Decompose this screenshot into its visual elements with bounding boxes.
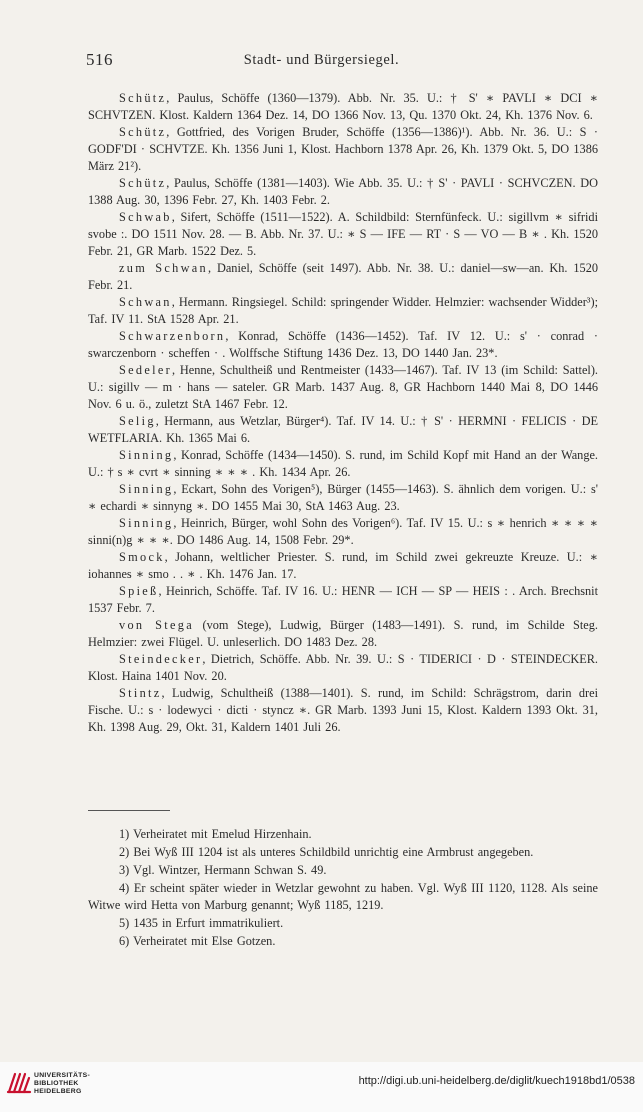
- entry-name: Stintz: [119, 686, 162, 700]
- library-name: [34, 1072, 90, 1096]
- entry-name: Sinning: [119, 516, 174, 530]
- entry: [88, 481, 598, 515]
- entry-text: , Paulus, Schöffe (1360—1379). Abb. Nr. 35. U.: † S' ∗ PAVLI ∗ DCI ∗ SCHVTZEN. Klost. Kaldern 1364 Dez. 14, DO 1366 Nov. 13, Qu. 1370 Okt. 24, Kh. 1376 Nov. 6.: [88, 91, 598, 122]
- entry-name: Schütz: [119, 176, 167, 190]
- entry-text: , Hermann. Ringsiegel. Schild: springender Widder. Helmzier: wachsender Widder³); Taf. IV 11. StA 1528 Apr. 21.: [88, 295, 598, 326]
- entry-text: , Daniel, Schöffe (seit 1497). Abb. Nr. 38. U.: daniel—sw—an. Kh. 1520 Febr. 21.: [88, 261, 598, 292]
- entry-name: Sinning: [119, 482, 174, 496]
- entry-text: , Paulus, Schöffe (1381—1403). Wie Abb. 35. U.: † S' · PAVLI · SCHVCZEN. DO 1388 Aug. 30, 1396 Febr. 27, Kh. 1403 Febr. 2.: [88, 176, 598, 207]
- entry-text: , Konrad, Schöffe (1436—1452). Taf. IV 12. U.: s' · conrad · swarczenborn · scheffen · . Wolffsche Stiftung 1436 Dez. 13, DO 1440 Jan. 23*.: [88, 329, 598, 360]
- entry: [88, 447, 598, 481]
- entry-name: Steindecker: [119, 652, 203, 666]
- footnote: 1) Verheiratet mit Emelud Hirzenhain.: [119, 827, 312, 841]
- entry: [88, 362, 598, 413]
- entry-name: zum Schwan: [119, 261, 208, 275]
- entry-name: Smock: [119, 550, 165, 564]
- entry-text: , Sifert, Schöffe (1511—1522). A. Schildbild: Sternfünfeck. U.: sigillvm ∗ sifridi svobe :. DO 1511 Nov. 28. — B. Abb. Nr. 37. U.: ∗ S — IFE — RT · S — VO — B ∗ . Kh. 1520 Febr. 21, GR Marb. 1522 Dez. 5.: [88, 210, 598, 258]
- entry-text: , Heinrich, Schöffe. Taf. IV 16. U.: HENR — ICH — SP — HEIS : . Arch. Brechsnit 1537 Febr. 7.: [88, 584, 598, 615]
- entry-name: Spieß: [119, 584, 159, 598]
- footnotes: [88, 826, 598, 951]
- entry-text: , Heinrich, Bürger, wohl Sohn des Vorigen⁶). Taf. IV 15. U.: s ∗ henrich ∗ ∗ ∗ ∗ sinni(n)g ∗ ∗ ∗. DO 1486 Aug. 14, 1508 Febr. 29*.: [88, 516, 598, 547]
- entry-name: Schwarzenborn: [119, 329, 226, 343]
- entry: [88, 685, 598, 736]
- page-header: [0, 50, 643, 76]
- entry-name: Sedeler: [119, 363, 172, 377]
- entry-name: Schütz: [119, 125, 167, 139]
- viewer-footer: [0, 1062, 643, 1112]
- footnote: 6) Verheiratet mit Else Gotzen.: [119, 933, 276, 948]
- entry: [88, 328, 598, 362]
- footnote: 2) Bei Wyß III 1204 ist als unteres Schildbild unrichtig eine Armbrust angegeben.: [119, 844, 534, 859]
- entry-text: , Konrad, Schöffe (1434—1450). S. rund, im Schild Kopf mit Hand an der Wange. U.: † s ∗ cvrt ∗ sinning ∗ ∗ ∗ . Kh. 1434 Apr. 26.: [88, 448, 598, 479]
- entry: [88, 617, 598, 651]
- entry-name: Schwan: [119, 295, 172, 309]
- running-head: Stadt- und Bürgersiegel.: [243, 52, 400, 68]
- footnote: 3) Vgl. Wintzer, Hermann Schwan S. 49.: [119, 862, 327, 877]
- entry: [88, 209, 598, 260]
- entry-name: Schwab: [119, 210, 172, 224]
- permalink-url[interactable]: http://digi.ub.uni-heidelberg.de/diglit/kuech1918bd1/0538: [358, 1075, 635, 1087]
- library-name-line: BIBLIOTHEK: [34, 1080, 79, 1087]
- entry-text: , Eckart, Sohn des Vorigen⁵), Bürger (1455—1463). S. ähnlich dem vorigen. U.: s' ∗ echardi ∗ sinnyng ∗. DO 1455 Mai 30, StA 1463 Aug. 23.: [88, 482, 598, 513]
- body-text: [88, 90, 598, 736]
- entry-name: von Stega: [119, 618, 194, 632]
- entry-text: , Dietrich, Schöffe. Abb. Nr. 39. U.: S · TIDERICI · D · STEINDECKER. Klost. Haina 1401 Nov. 20.: [88, 652, 598, 683]
- entry: [88, 549, 598, 583]
- entry: [88, 583, 598, 617]
- footnote: 5) 1435 in Erfurt immatrikuliert.: [119, 916, 284, 931]
- entry-name: Sinning: [119, 448, 174, 462]
- page-number: 516: [86, 50, 113, 69]
- entry-text: , Gottfried, des Vorigen Bruder, Schöffe (1356—1386)¹). Abb. Nr. 36. U.: S · GODF'DI · SCHVTZE. Kh. 1356 Juni 1, Klost. Hachborn 1378 Apr. 26, Kh. 1379 Okt. 5, DO 1386 März 21²).: [88, 125, 598, 173]
- entry-text: , Ludwig, Schultheiß (1388—1401). S. rund, im Schild: Schrägstrom, darin drei Fische. U.: s · lodewyci · dicti · styncz ∗. GR Marb. 1393 Juni 15, Klost. Kaldern 1393 Okt. 31, Kh. 1398 Aug. 29, Okt. 31, Kaldern 1401 Juli 26.: [88, 686, 598, 734]
- library-logo-icon: [6, 1070, 32, 1096]
- entry: [88, 260, 598, 294]
- entry-text: (vom Stege), Ludwig, Bürger (1483—1491). S. rund, im Schilde Steg. Helmzier: zwei Flügel. U. unleserlich. DO 1483 Dez. 28.: [88, 618, 598, 649]
- footnote: 4) Er scheint später wieder in Wetzlar gewohnt zu haben. Vgl. Wyß III 1120, 1128. Als seine Witwe wird Hetta von Marburg genannt; Wyß 1185, 1219.: [88, 880, 598, 913]
- entry: [88, 413, 598, 447]
- entry-name: Selig: [119, 414, 156, 428]
- entry: [88, 294, 598, 328]
- entry: [88, 175, 598, 209]
- entry-name: Schütz: [119, 91, 167, 105]
- entry: [88, 90, 598, 124]
- entry-text: , Johann, weltlicher Priester. S. rund, im Schild zwei gekreuzte Kreuze. U.: ∗ iohannes ∗ smo . . ∗ . Kh. 1476 Jan. 17.: [88, 550, 598, 581]
- library-name-line: HEIDELBERG: [34, 1088, 82, 1095]
- entry-text: , Henne, Schultheiß und Rentmeister (1433—1467). Taf. IV 13 (im Schild: Sattel). U.: sigillv — m · hans — sateler. GR Marb. 1437 Aug. 8, GR Hachborn 1440 Mai 8, DO 1446 Nov. 6 u. ö., zuletzt StA 1467 Febr. 12.: [88, 363, 598, 411]
- entry: [88, 124, 598, 175]
- footnote-divider: [88, 810, 170, 811]
- library-name-line: UNIVERSITÄTS-: [34, 1072, 91, 1079]
- entry: [88, 651, 598, 685]
- entry: [88, 515, 598, 549]
- entry-text: , Hermann, aus Wetzlar, Bürger⁴). Taf. IV 14. U.: † S' · HERMNI · FELICIS · DE WETFLARIA. Kh. 1365 Mai 6.: [88, 414, 598, 445]
